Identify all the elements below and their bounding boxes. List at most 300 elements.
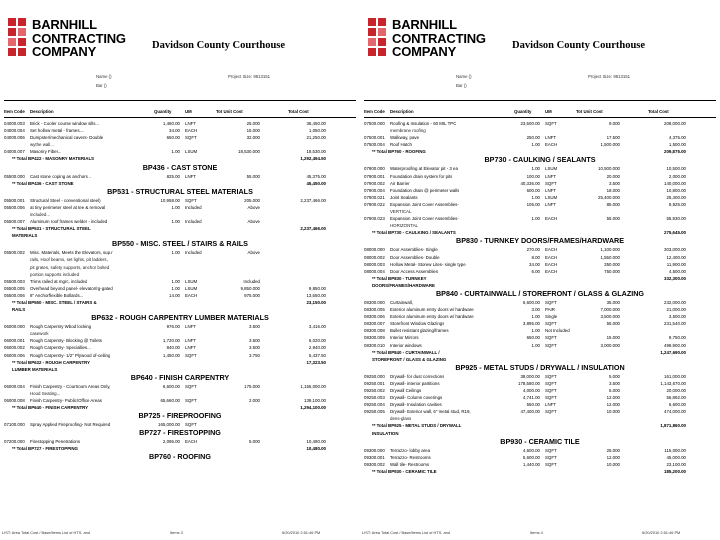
- line-item: [4, 292, 356, 299]
- line-item-um: SQFT: [545, 454, 557, 460]
- col-item-code: Item Code: [4, 109, 25, 114]
- line-item-um: SQFT: [545, 395, 557, 401]
- line-item-total: 139,100.00: [304, 398, 326, 403]
- section-total: [364, 229, 716, 236]
- line-item-code: 06000.004: [4, 383, 25, 389]
- section-total-label: DOORS/FRAMES/HARDWARE: [372, 282, 435, 288]
- section-heading: BP830 - TURNKEY DOORS/FRAMES/HARDWARE: [456, 236, 624, 246]
- section-heading: BP436 - CAST STONE: [142, 162, 218, 172]
- line-item-unit-cost: 10,500.000: [598, 166, 620, 172]
- line-item: [364, 313, 716, 320]
- line-item-unit-cost: Included: [243, 278, 260, 284]
- line-item-total: 21,250.00: [306, 135, 326, 141]
- section-heading: BP727 - FIRESTOPPING: [139, 428, 221, 438]
- line-item-unit-cost: 1,550.000: [600, 254, 620, 260]
- line-item-description: Interior windows: [390, 342, 422, 348]
- line-item-description: Spray Applied Fireproofing- Not Required: [30, 422, 111, 428]
- line-item-code: 09250.001: [364, 380, 385, 386]
- line-item-code: 07900.022: [364, 201, 385, 207]
- line-item-description: Drywall- Insulation cavities: [390, 402, 442, 408]
- section-total: [364, 275, 716, 282]
- meta-bar: Bar (): [96, 83, 107, 88]
- line-item: [4, 285, 356, 292]
- section-total-label: INSULATION: [372, 430, 399, 436]
- line-item-description: Door Assemblies- Single: [390, 247, 438, 253]
- line-item-unit-cost: Above: [247, 250, 260, 256]
- line-item-unit-cost: 35.000: [606, 299, 620, 305]
- line-item-description: Cast stone coping as anchors ..: [30, 173, 92, 179]
- logo-block: [18, 38, 26, 46]
- line-item-description: Exterior aluminum entry doors w/ hardware: [390, 307, 474, 313]
- section-heading: BP840 - CURTAINWALL / STOREFRONT / GLASS & GLAZING: [435, 288, 645, 298]
- line-item-code: 05500.002: [4, 250, 25, 256]
- line-item-code: 08300.008: [364, 328, 385, 334]
- line-item-total: 140,000.00: [664, 180, 686, 186]
- line-item-total: 6,020.00: [308, 338, 326, 344]
- line-item: [364, 447, 716, 454]
- line-item-total: 12,400.00: [666, 254, 686, 260]
- section-heading: BP550 - MISC. STEEL / STAIRS & RAILS: [112, 239, 248, 249]
- estimate-body: [364, 120, 716, 475]
- line-item: [364, 165, 716, 172]
- line-item: [4, 127, 356, 134]
- line-item-total: 3,416.00: [308, 324, 326, 330]
- line-item-unit-cost: 85.000: [606, 201, 620, 207]
- line-item-unit-cost: 3.500: [609, 180, 620, 186]
- line-item-code: 08300.006: [364, 314, 385, 320]
- line-item-description: Storefront Window Glazings: [390, 321, 445, 327]
- line-item-quantity: 65,660.00: [160, 398, 180, 403]
- line-item-description: portion supports included: [30, 271, 80, 277]
- line-item-unit-cost: 975.000: [244, 292, 260, 298]
- line-item-quantity: 840.00: [166, 345, 180, 351]
- col-unit-cost: Tot Unit Cost: [576, 109, 603, 114]
- line-item-um: PAIR: [545, 307, 555, 313]
- line-item-unit-cost: 3,500.000: [600, 314, 620, 320]
- line-item-description: dens-glass: [390, 416, 412, 422]
- line-item-description: Foundation drain @ perimeter walls: [390, 187, 460, 193]
- line-item-quantity: 1,720.00: [162, 338, 180, 344]
- line-item-total: 55,930.00: [666, 216, 686, 222]
- line-item-quantity: 4,000.00: [522, 388, 540, 393]
- section-total-label: MATERIALS: [12, 233, 38, 239]
- line-item-um: LNFT: [545, 173, 556, 179]
- meta-name: Name (): [96, 74, 112, 79]
- logo-block: [368, 48, 376, 56]
- company-name-line: BARNHILL: [32, 17, 97, 32]
- line-item-unit-cost: 9.000: [609, 121, 620, 126]
- line-item-um: LNFT: [545, 201, 556, 207]
- line-item-unit-cost: 1,100.000: [600, 247, 620, 253]
- line-item-description: Rough Carpentry- 1/2" Plywood of-ceiling: [30, 352, 111, 358]
- line-item-continuation: [364, 222, 716, 229]
- line-item-total: 45,000.00: [666, 454, 686, 460]
- logo-block: [8, 28, 16, 36]
- logo-block: [8, 48, 16, 56]
- logo-block: [378, 18, 386, 26]
- line-item-code: 04000.007: [4, 149, 25, 155]
- line-item-quantity: 165,000.00: [158, 422, 180, 428]
- line-item-quantity: 23,500.00: [520, 121, 540, 126]
- line-item-code: 07200.000: [4, 439, 25, 445]
- line-item: [364, 201, 716, 208]
- line-item: [4, 173, 356, 180]
- line-item-quantity: 1,450.00: [162, 352, 180, 358]
- section-heading: BP725 - FIREPROOFING: [138, 411, 222, 421]
- section-total: [364, 282, 716, 289]
- line-item-quantity: 650.00: [526, 335, 540, 341]
- line-item-quantity: 1.00: [531, 328, 540, 334]
- line-item-total: 1,155,000.00: [300, 383, 326, 389]
- meta-project-size: Project Size: 9913151: [228, 74, 271, 79]
- footer-date: 6/20/2010 2:51:46 PM: [642, 530, 681, 535]
- project-title: Davidson County Courthouse: [512, 40, 646, 51]
- col-total-cost: Total Cost: [648, 109, 669, 114]
- line-item-code: 07900.002: [364, 180, 385, 186]
- section-total-label: ** Total BP550 - MISC. STEEL / STAIRS &: [12, 299, 97, 305]
- line-item: [4, 218, 356, 225]
- line-item-um: LSUM: [545, 194, 558, 200]
- section-heading: BP925 - METAL STUDS / DRYWALL / INSULATION: [455, 362, 625, 372]
- line-item-continuation: [4, 256, 356, 263]
- line-item-continuation: [364, 415, 716, 422]
- line-item-code: 05500.007: [4, 219, 25, 225]
- line-item-um: LNFT: [545, 187, 556, 193]
- line-item-um: SQFT: [545, 121, 557, 126]
- line-item-um: LNFT: [185, 345, 196, 351]
- line-item-code: 08300.005: [364, 307, 385, 313]
- line-item-um: EACH: [545, 216, 558, 222]
- line-item-description: pit grates, safety supports, anchor bolted: [30, 264, 110, 270]
- line-item-um: LSUM: [545, 166, 558, 172]
- line-item-description: Wall tile- Restrooms: [390, 461, 430, 467]
- line-item-total: 1,143,670.00: [660, 380, 686, 386]
- section-total: [4, 155, 356, 162]
- line-item-quantity: 47,400.00: [520, 409, 540, 415]
- line-item-description: Hollow Metal- Storew Lites- single type: [390, 261, 466, 267]
- line-item: [364, 320, 716, 327]
- line-item-quantity: 6.00: [531, 268, 540, 274]
- line-item: [364, 394, 716, 401]
- line-item: [4, 134, 356, 141]
- line-item-unit-cost: 12.000: [606, 402, 620, 408]
- line-item: [364, 299, 716, 306]
- section-total-value: 275,645.00: [664, 230, 686, 236]
- section-total-value: 2,237,466.00: [300, 226, 326, 232]
- company-logo: [368, 18, 388, 60]
- line-item-code: 09250.000: [364, 373, 385, 379]
- line-item-code: 05500.003: [4, 278, 25, 284]
- line-item-um: SQFT: [545, 180, 557, 186]
- company-name-line: CONTRACTING: [392, 30, 486, 46]
- line-item-unit-cost: 25.000: [246, 121, 260, 126]
- line-item-code: 08000.000: [364, 247, 385, 253]
- line-item-total: 231,540.00: [664, 321, 686, 327]
- line-item-total: 11,900.00: [666, 261, 686, 267]
- col-um: UM: [185, 109, 192, 114]
- column-rule: [4, 117, 356, 118]
- line-item-quantity: 1.00: [171, 285, 180, 291]
- line-item-um: EACH: [185, 439, 198, 445]
- line-item-quantity: 178,580.00: [518, 380, 540, 386]
- line-item-unit-cost: 25.000: [606, 447, 620, 453]
- line-item-continuation: [364, 208, 716, 215]
- line-item-total: 9,850.00: [308, 285, 326, 291]
- footer-left: LIST: Area Total Cost / Base/Items List of HTS, and: [2, 530, 90, 535]
- line-item-unit-cost: 175.000: [244, 383, 260, 389]
- line-item-um: EACH: [545, 261, 558, 267]
- section-total-label: ** Total BP727 - FIRESTOPPING: [12, 446, 78, 452]
- line-item-description: Roofing & Insulation - 60 MIL TPC: [390, 121, 457, 126]
- col-item-code: Item Code: [364, 109, 385, 114]
- line-item: [364, 380, 716, 387]
- line-item-code: 07900.021: [364, 194, 385, 200]
- logo-block: [368, 28, 376, 36]
- line-item-unit-cost: 9,850.000: [240, 285, 260, 291]
- line-item-total: 23,100.00: [666, 461, 686, 467]
- line-item-um: SQFT: [545, 335, 557, 341]
- section-heading: BP632 - ROUGH CARPENTRY LUMBER MATERIALS: [91, 313, 269, 323]
- line-item: [364, 194, 716, 201]
- footer-left: LIST: Area Total Cost / Base/Items List of HTS, and: [362, 530, 450, 535]
- section-total: [4, 180, 356, 187]
- line-item-quantity: 1.00: [531, 314, 540, 320]
- section-total: [364, 430, 716, 437]
- line-item-description: Rough Carpentry- Speciallies...: [30, 345, 91, 351]
- line-item-um: SQFT: [545, 380, 557, 386]
- section-total-label: LUMBER MATERIALS: [12, 366, 58, 372]
- line-item-total: 56,892.00: [666, 395, 686, 401]
- logo-block: [18, 48, 26, 56]
- section-total-label: ** Total BP640 - FINISH CARPENTRY: [12, 405, 89, 411]
- line-item-total: 6,600.00: [668, 402, 686, 408]
- line-item-code: 05500.006: [4, 204, 25, 210]
- section-heading: BP640 - FINISH CARPENTRY: [130, 372, 230, 382]
- section-total-label: ** Total BP930 - CERAMIC TILE: [372, 468, 437, 474]
- line-item-code: 07900.023: [364, 216, 385, 222]
- line-item-quantity: 10,958.00: [160, 197, 180, 203]
- line-item-um: LNFT: [185, 324, 196, 330]
- line-item-quantity: 650.00: [166, 135, 180, 141]
- page-header: [8, 18, 353, 70]
- line-item-description: Drywall- for dust corrections: [390, 373, 445, 379]
- line-item-code: 07500.004: [364, 142, 385, 148]
- line-item: [4, 397, 356, 404]
- section-total: [364, 468, 716, 475]
- line-item-description: Joint Sealants: [390, 194, 418, 200]
- line-item-total: 4,500.00: [668, 268, 686, 274]
- line-item-unit-cost: 750.000: [604, 268, 620, 274]
- company-logo: [8, 18, 28, 60]
- section-total-label: RAILS: [12, 307, 26, 313]
- line-item-code: 09300.001: [364, 454, 385, 460]
- line-item: [4, 249, 356, 256]
- line-item-um: LNFT: [185, 121, 196, 126]
- line-item-continuation: [364, 127, 716, 134]
- line-item-code: 07500.001: [364, 135, 385, 141]
- line-item: [364, 401, 716, 408]
- line-item: [364, 306, 716, 313]
- line-item-description: Roof Hatch: [390, 142, 412, 148]
- line-item-quantity: 34.00: [169, 128, 180, 134]
- line-item-code: 08300.010: [364, 342, 385, 348]
- line-item-unit-cost: 5.000: [609, 373, 620, 379]
- column-headers: [4, 108, 356, 116]
- line-item-total: 20,000.00: [666, 388, 686, 393]
- line-item-quantity: 6,600.00: [522, 299, 540, 305]
- line-item: [364, 268, 716, 275]
- line-item: [4, 352, 356, 359]
- line-item-code: 05500.006: [4, 292, 25, 298]
- line-item-description: Interior Mirrors: [390, 335, 419, 341]
- line-item-code: 09250.003: [364, 395, 385, 401]
- section-total-label: STOREFRONT / GLASS & GLAZING: [372, 356, 447, 362]
- line-item-um: SQFT: [545, 342, 557, 348]
- line-item-description: casework: [30, 331, 49, 337]
- line-item-description: Finish Carpentry- Public/Office Areas: [30, 398, 102, 403]
- line-item-quantity: 6,600.00: [162, 383, 180, 389]
- line-item-unit-cost: 18,530.000: [238, 149, 260, 155]
- line-item-um: EACH: [545, 247, 558, 253]
- company-name-line: COMPANY: [32, 44, 97, 59]
- company-name-line: CONTRACTING: [32, 30, 126, 46]
- line-item-um: SQFT: [185, 352, 197, 358]
- line-item-unit-cost: 12.000: [606, 395, 620, 401]
- footer-page: Items 3: [170, 530, 183, 535]
- line-item-quantity: 1.00: [531, 342, 540, 348]
- line-item-description: Door Assemblies- Double: [390, 254, 440, 260]
- line-item-code: 04000.004: [4, 128, 25, 134]
- section-total: [4, 306, 356, 313]
- line-item-quantity: 1.00: [171, 278, 180, 284]
- line-item-code: 06000.001: [4, 338, 25, 344]
- line-item-quantity: 34.00: [529, 261, 540, 267]
- line-item-description: membrane roofing: [390, 128, 426, 134]
- line-item-code: 05500.005: [4, 285, 25, 291]
- line-item-code: 06000.000: [4, 324, 25, 330]
- section-heading: BP930 - CERAMIC TILE: [500, 436, 580, 446]
- section-total-value: 1,294,100.00: [300, 405, 326, 411]
- line-item: [364, 187, 716, 194]
- section-total-value: 209,875.00: [664, 149, 686, 155]
- line-item-description: Hood Seating...: [30, 390, 61, 396]
- line-item: [364, 173, 716, 180]
- line-item-quantity: 4,600.00: [522, 447, 540, 453]
- line-item: [4, 421, 356, 428]
- line-item-um: Not Included: [545, 328, 570, 334]
- line-item: [4, 337, 356, 344]
- meta-name: Name (): [456, 74, 472, 79]
- line-item-total: 5,437.50: [308, 352, 326, 358]
- line-item-continuation: [4, 211, 356, 218]
- line-item-unit-cost: 55.000: [606, 321, 620, 327]
- line-item-unit-cost: 205.000: [244, 197, 260, 203]
- line-item-um: LNFT: [185, 338, 196, 344]
- section-total-value: 332,300.00: [664, 275, 686, 281]
- section-total-value: 17,323.50: [306, 359, 326, 365]
- line-item-unit-cost: 12.000: [606, 454, 620, 460]
- line-item: [4, 278, 356, 285]
- footer-date: 6/20/2010 2:51:46 PM: [282, 530, 321, 535]
- line-item-description: Drywall- interior partitions: [390, 380, 440, 386]
- line-item-description: wythe wall...: [30, 142, 54, 148]
- line-item-description: Door Access Assemblies: [390, 268, 439, 274]
- line-item-description: Rough Carpentry Wbod locking: [30, 324, 92, 330]
- line-item-um: SQFT: [545, 409, 557, 415]
- line-item-um: Single: [545, 314, 558, 320]
- line-item-code: 08300.007: [364, 321, 385, 327]
- line-item-description: Foundation drain system for pits: [390, 173, 453, 179]
- line-item-um: EACH: [185, 292, 198, 298]
- line-item-total: 303,000.00: [664, 247, 686, 253]
- line-item-quantity: 1.00: [531, 194, 540, 200]
- line-item-quantity: 14.00: [169, 292, 180, 298]
- line-item-code: 07100.000: [4, 422, 25, 428]
- line-item-um: SQFT: [185, 398, 197, 403]
- line-item-unit-cost: Above: [247, 204, 260, 210]
- logo-block: [378, 38, 386, 46]
- section-total-value: 185,200.00: [664, 468, 686, 474]
- section-total-label: ** Total BP840 - CURTAINWALL /: [372, 349, 440, 355]
- line-item-description: Terrazzo- lobby area: [390, 447, 431, 453]
- column-rule: [364, 117, 716, 118]
- line-item-total: 2,000.00: [668, 173, 686, 179]
- meta-bar: Bar (): [456, 83, 467, 88]
- line-item-total: 10,500.00: [666, 166, 686, 172]
- line-item-unit-cost: 10.000: [606, 409, 620, 415]
- line-item-description: VERTICAL: [390, 209, 412, 215]
- line-item-description: 8" Anchorflexible Bollards...: [30, 292, 84, 298]
- line-item-description: HORIZONTAL: [390, 223, 418, 229]
- estimate-page-right: [360, 0, 720, 540]
- line-item-um: SQFT: [185, 383, 197, 389]
- section-total: [4, 225, 356, 232]
- section-total-label: ** Total BP422 - MASONRY MATERIALS: [12, 156, 95, 162]
- line-item-total: 4,375.00: [668, 135, 686, 141]
- line-item-quantity: 5,600.00: [522, 454, 540, 460]
- line-item: [4, 344, 356, 351]
- line-item-description: rails, Hoof beams, set lights, pit ladders,: [30, 257, 108, 263]
- line-item-quantity: 1.00: [171, 219, 180, 225]
- line-item-unit-cost: 1,500.000: [600, 142, 620, 148]
- section-total: [4, 404, 356, 411]
- line-item-total: 25,400.00: [666, 194, 686, 200]
- line-item-total: 232,000.00: [664, 299, 686, 305]
- line-item-unit-cost: 7,000.000: [600, 307, 620, 313]
- line-item-um: Included: [185, 204, 202, 210]
- line-item-um: EACH: [185, 128, 198, 134]
- line-item-description: Walkway, pave: [390, 135, 420, 141]
- col-total-cost: Total Cost: [288, 109, 309, 114]
- line-item-description: at tiny perimeter steel at tee & removal: [30, 204, 106, 210]
- line-item-um: Included: [185, 219, 202, 225]
- line-item-um: LNFT: [545, 135, 556, 141]
- line-item-quantity: 3,895.00: [522, 321, 540, 327]
- section-total: [364, 148, 716, 155]
- section-heading: BP531 - STRUCTURAL STEEL MATERIALS: [107, 186, 253, 196]
- line-item-um: SQFT: [185, 422, 197, 428]
- logo-block: [368, 18, 376, 26]
- line-item: [364, 387, 716, 394]
- line-item-total: 36,450.00: [306, 121, 326, 126]
- line-item-code: 09250.004: [364, 402, 385, 408]
- line-item: [4, 120, 356, 127]
- line-item-total: 474,000.00: [664, 409, 686, 415]
- project-title: Davidson County Courthouse: [152, 40, 286, 51]
- section-total-value: 45,450.00: [306, 180, 326, 186]
- logo-block: [368, 38, 376, 46]
- line-item-description: Waterproofing at Elevator pit - 3 ea: [390, 166, 458, 172]
